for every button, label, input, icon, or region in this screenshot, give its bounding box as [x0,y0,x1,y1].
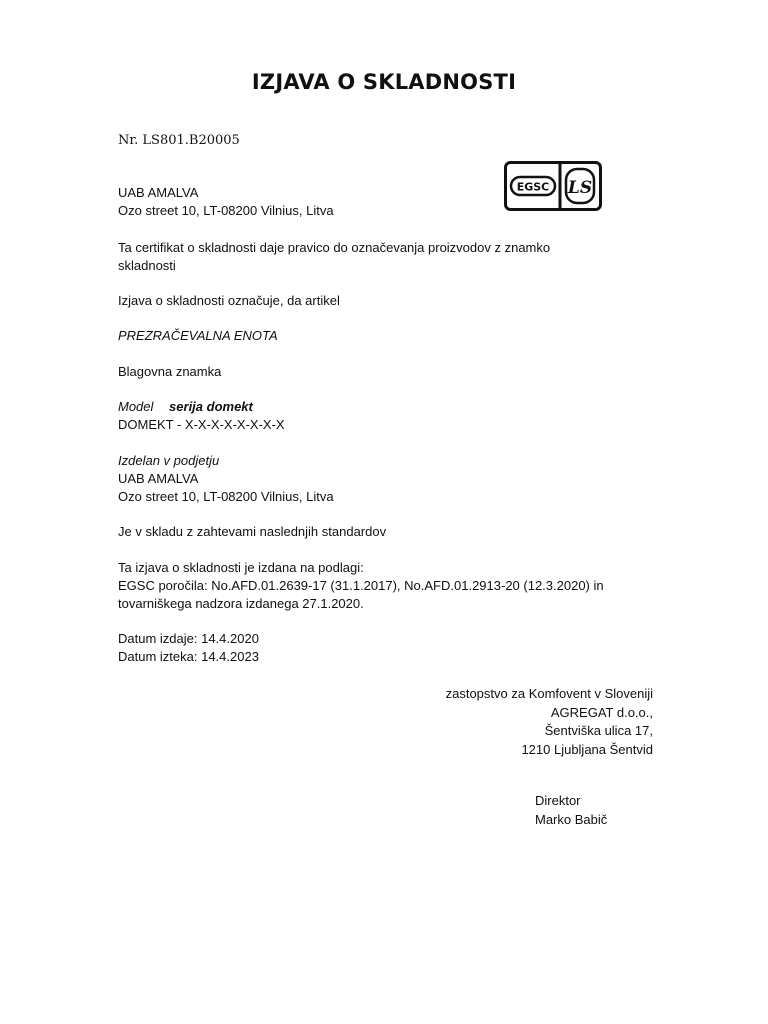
basis-line1: Ta izjava o skladnosti je izdana na podlagi: [118,560,364,575]
representative-line3: Šentviška ulica 17, [544,723,653,738]
product-name: PREZRAČEVALNA ENOTA [118,328,278,343]
basis-line3: tovarniškega nadzora izdanega 27.1.2020. [118,596,364,611]
model-series: serija domekt [169,399,253,414]
model-code: DOMEKT - X-X-X-X-X-X-X-X [118,417,285,432]
declaration-text: Izjava o skladnosti označuje, da artikel [118,293,340,308]
model-block [118,398,285,434]
expiry-date: Datum izteka: 14.4.2023 [118,649,259,664]
representative-line4: 1210 Ljubljana Šentvid [521,741,653,757]
certificate-text [118,239,550,275]
manufacturer-name: UAB AMALVA [118,471,199,486]
manufacturer-label: Izdelan v podjetju [118,453,220,468]
representative-block [446,685,653,759]
manufacturer-address: Ozo street 10, LT-08200 Vilnius, Litva [118,489,334,504]
manufacturer-block [118,452,334,506]
representative-line2: AGREGAT d.o.o., [550,704,653,720]
issuer-name: UAB AMALVA [118,185,199,200]
signatory-role: Direktor [535,793,581,808]
trademark-label: Blagovna znamka [118,364,222,379]
logo-ls-text: LS [567,178,593,198]
issuer-address: Ozo street 10, LT-08200 Vilnius, Litva [118,203,334,218]
basis-block [118,559,604,613]
logo-egsc-text: EGSC [516,180,550,194]
issuer-block [118,184,334,220]
compliance-text: Je v skladu z zahtevami naslednjih standardov [118,524,387,539]
certificate-text-line1: Ta certifikat o skladnosti daje pravico do označevanja proizvodov z znamko [118,240,551,255]
egsc-ls-logo [504,161,602,211]
certificate-text-line2: skladnosti [118,258,176,273]
signatory-name: Marko Babič [535,812,608,827]
model-label: Model [118,399,154,414]
basis-line2: EGSC poročila: No.AFD.01.2639-17 (31.1.2017), No.AFD.01.2913-20 (12.3.2020) in [118,578,604,593]
document-number: Nr. LS801.B20005 [118,133,240,148]
dates-block [118,630,259,666]
document-title: IZJAVA O SKLADNOSTI [251,70,517,94]
signatory-block [535,791,607,829]
issue-date: Datum izdaje: 14.4.2020 [118,631,259,646]
representative-line1: zastopstvo za Komfovent v Sloveniji [445,686,653,701]
